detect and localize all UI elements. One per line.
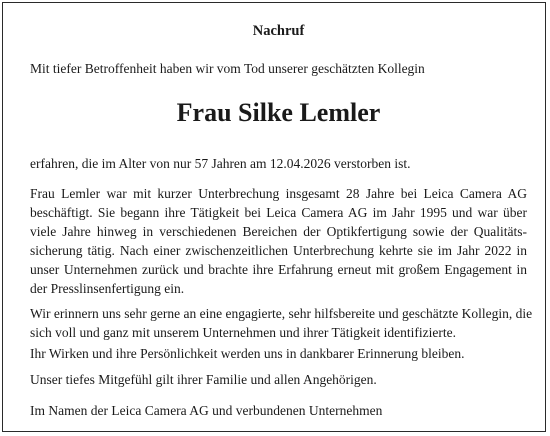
remembrance-paragraph	[30, 304, 533, 342]
deceased-name: Frau Silke Lemler	[176, 98, 381, 127]
memory-paragraph: Ihr Wirken und ihre Persönlichkeit werden uns in dankbarer Erinnerung bleiben.	[30, 346, 465, 361]
biography-line: beschäftigt. Sie begann ihre Tätigkeit bei Leica Camera AG im Jahr 1995 und war über	[30, 205, 527, 220]
condolence-paragraph: Unser tiefes Mitgefühl gilt ihrer Familie und allen Angehörigen.	[30, 372, 377, 387]
biography-line: sicherung tätig. Nach einer zwischenzeitlichen Unterbrechung kehrte sie im Jahr 2022 in	[30, 243, 527, 258]
intro-text: Mit tiefer Betroffenheit haben wir vom Tod unserer geschätzten Kollegin	[30, 61, 425, 76]
notice-frame	[2, 2, 546, 432]
biography-line: Frau Lemler war mit kurzer Unterbrechung insgesamt 28 Jahre bei Leica Camera AG	[30, 186, 527, 201]
remembrance-line: Wir erinnern uns sehr gerne an eine engagierte, sehr hilfsbereite und geschätzte Kollegin, die	[30, 306, 533, 321]
biography-line: unser Unternehmen zurück und brachte ihre Erfahrung erneut mit großem Engagement in	[30, 262, 527, 277]
biography-paragraph	[30, 184, 527, 298]
biography-line: viele Jahre hinweg in verschiedenen Bereichen der Optikfertigung sowie der Qualitäts-	[30, 224, 527, 239]
notice-heading: Nachruf	[252, 23, 305, 39]
closing-signature: Im Namen der Leica Camera AG und verbundenen Unternehmen	[30, 403, 383, 418]
biography-line: der Presslinsenfertigung ein.	[30, 281, 185, 296]
remembrance-line: sich voll und ganz mit unserem Unternehmen und ihrer Tätigkeit identifizierte.	[30, 325, 457, 340]
death-details: erfahren, die im Alter von nur 57 Jahren am 12.04.2026 verstorben ist.	[30, 156, 411, 171]
